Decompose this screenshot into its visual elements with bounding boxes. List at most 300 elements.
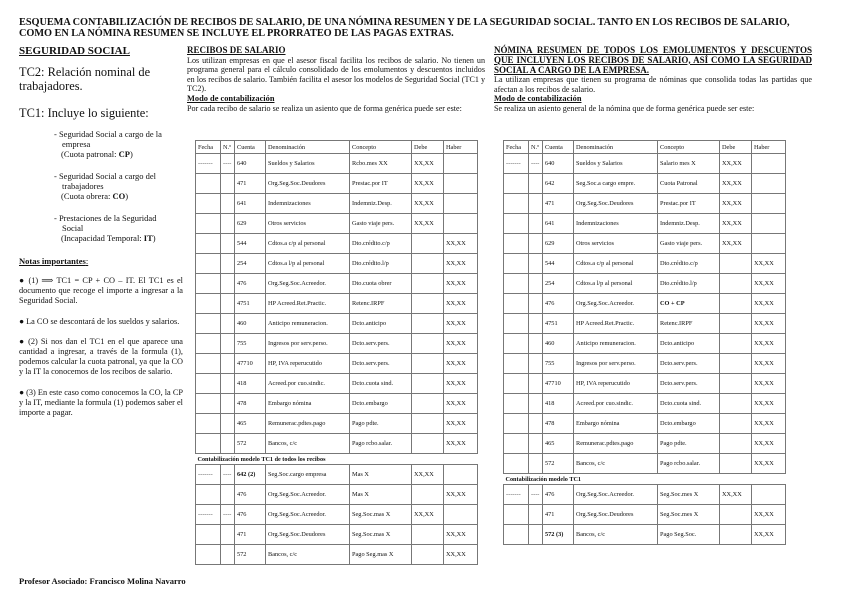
tc2-description: TC2: Relación nominal de trabajadores.: [19, 65, 151, 93]
table-cell: [504, 254, 529, 274]
table-cell: [444, 154, 478, 174]
table-cell: Dcto.embargo: [658, 414, 720, 434]
table-row: [504, 234, 786, 254]
table-cell: 572: [235, 434, 266, 454]
table-row: [196, 414, 478, 434]
table-cell: Remunerac.pdtes.pago: [574, 434, 658, 454]
table-cell: Seg.Soc.cargo empresa: [266, 465, 350, 485]
table-cell: [221, 434, 235, 454]
table-cell: [444, 214, 478, 234]
table-cell: [412, 545, 444, 565]
table-cell: Pago Seg.mas X: [350, 545, 412, 565]
table-cell: Seg.Soc.mas X: [350, 505, 412, 525]
table-cell: ----: [221, 505, 235, 525]
table-cell: 4751: [235, 294, 266, 314]
table-row: [196, 545, 478, 565]
table-cell: Dcto.serv.pers.: [658, 374, 720, 394]
table-cell: XX,XX: [444, 374, 478, 394]
table-cell: Acreed.por cuo.sindic.: [266, 374, 350, 394]
table-cell: Dto.crédito.l/p: [658, 274, 720, 294]
table-cell: 465: [235, 414, 266, 434]
document-title: ESQUEMA CONTABILIZACIÓN DE RECIBOS DE SALARIO, DE UNA NÓMINA RESUMEN Y DE LA SEGURIDAD SOCIAL. TANTO EN LOS RECIBOS DE SALARIO, COMO EN LA NÓMINA RESUMEN SE INCLUYE EL PRORRATEO DE LAS PAGAS EXTRAS.: [19, 17, 790, 39]
table-cell: Dcto.serv.pers.: [350, 354, 412, 374]
table-row: [196, 314, 478, 334]
table-cell: Bancos, c/c: [574, 454, 658, 474]
table-cell: [720, 294, 752, 314]
table-cell: [529, 374, 543, 394]
column-header: N.º: [529, 141, 543, 154]
table-cell: [720, 394, 752, 414]
tc1-component-item: - Seguridad Social a cargo de la empresa (Cuota patronal: CP): [54, 129, 162, 159]
table-row: [196, 274, 478, 294]
table-cell: Dcto.serv.pers.: [350, 334, 412, 354]
table-cell: [221, 174, 235, 194]
table-cell: Cuota Patronal: [658, 174, 720, 194]
table-cell: Pago pdte.: [350, 414, 412, 434]
table-row: [196, 434, 478, 454]
table-cell: XX,XX: [752, 314, 786, 334]
table-cell: XX,XX: [444, 414, 478, 434]
table-cell: [529, 434, 543, 454]
column-header: Fecha: [196, 141, 221, 154]
table-cell: HP Acreed.Ret.Practic.: [574, 314, 658, 334]
table-cell: [221, 334, 235, 354]
table-row: [196, 234, 478, 254]
table-cell: [196, 545, 221, 565]
table-cell: [221, 354, 235, 374]
table-cell: Pago rcbo.salar.: [658, 454, 720, 474]
table-cell: 641: [543, 214, 574, 234]
table-cell: Prestac.por IT: [658, 194, 720, 214]
table-cell: [529, 454, 543, 474]
table-cell: [196, 394, 221, 414]
table-cell: [221, 274, 235, 294]
table-cell: XX,XX: [444, 485, 478, 505]
table-row: [504, 254, 786, 274]
table-row: [504, 394, 786, 414]
table-cell: [196, 354, 221, 374]
table-cell: Org.Seg.Soc.Deudores: [574, 194, 658, 214]
table-cell: Seg.Soc.mas X: [350, 525, 412, 545]
table-cell: Mas X: [350, 485, 412, 505]
table-cell: [221, 294, 235, 314]
table-cell: Cdtos.a c/p al personal: [574, 254, 658, 274]
table-cell: Dto.crédito.l/p: [350, 254, 412, 274]
table-cell: [412, 485, 444, 505]
table-cell: [529, 214, 543, 234]
table-cell: [720, 314, 752, 334]
table-cell: [221, 485, 235, 505]
table-cell: XX,XX: [444, 294, 478, 314]
table-cell: [720, 505, 752, 525]
table-cell: 544: [235, 234, 266, 254]
table-cell: [221, 214, 235, 234]
table-cell: Dto.crédito.c/p: [658, 254, 720, 274]
table-cell: Embargo nómina: [266, 394, 350, 414]
table-cell: 572: [235, 545, 266, 565]
table-cell: [529, 525, 543, 545]
table-cell: [529, 274, 543, 294]
table-cell: 629: [543, 234, 574, 254]
table-cell: 629: [235, 214, 266, 234]
table-cell: [196, 174, 221, 194]
table-row: [196, 214, 478, 234]
table-cell: [221, 254, 235, 274]
column-header: N.º: [221, 141, 235, 154]
table-cell: [720, 434, 752, 454]
table-cell: Salario mes X: [658, 154, 720, 174]
table-cell: HP Acreed.Ret.Practic.: [266, 294, 350, 314]
table-cell: XX,XX: [720, 154, 752, 174]
footer-author: Profesor Asociado: Francisco Molina Navarro: [19, 576, 186, 586]
table-cell: 640: [543, 154, 574, 174]
table-cell: CO + CP: [658, 294, 720, 314]
table-cell: Org.Seg.Soc.Acreedor.: [266, 274, 350, 294]
note-item: ● (3) En este caso como conocemos la CO, la CP y la IT, mediante la formula (1) podemos saber el importe a pagar.: [19, 387, 183, 418]
table-cell: XX,XX: [720, 174, 752, 194]
table-cell: XX,XX: [752, 294, 786, 314]
column-header: Fecha: [504, 141, 529, 154]
table-cell: XX,XX: [752, 274, 786, 294]
nomina-subheading: Modo de contabilización: [494, 94, 582, 104]
table-row: [504, 525, 786, 545]
table-cell: XX,XX: [444, 334, 478, 354]
table-cell: [504, 374, 529, 394]
table-cell: 476: [543, 294, 574, 314]
table-cell: [412, 394, 444, 414]
table-cell: [221, 374, 235, 394]
table-cell: XX,XX: [444, 525, 478, 545]
table-cell: [529, 294, 543, 314]
table-cell: [720, 354, 752, 374]
table-cell: XX,XX: [752, 454, 786, 474]
table-cell: Pago rcbo.salar.: [350, 434, 412, 454]
column-header: Denominación: [574, 141, 658, 154]
table-cell: 476: [235, 505, 266, 525]
table-cell: Bancos, c/c: [266, 545, 350, 565]
table-cell: 465: [543, 434, 574, 454]
table-cell: [412, 434, 444, 454]
table-row: [196, 465, 478, 485]
table-cell: Indemniz.Desp.: [658, 214, 720, 234]
table-cell: [412, 234, 444, 254]
table-cell: XX,XX: [752, 434, 786, 454]
recibos-heading: RECIBOS DE SALARIO: [187, 45, 286, 55]
table-row: [504, 314, 786, 334]
notes-heading: Notas importantes:: [19, 256, 89, 266]
table-cell: [529, 334, 543, 354]
tc1-component-item: - Prestaciones de la Seguridad Social (Incapacidad Temporal: IT): [54, 213, 157, 243]
table-cell: XX,XX: [444, 354, 478, 374]
table-cell: Indemniz.Desp.: [350, 194, 412, 214]
table-cell: Org.Seg.Soc.Acreedor.: [266, 505, 350, 525]
table-cell: Indemnizaciones: [266, 194, 350, 214]
table-cell: [720, 274, 752, 294]
tc1-component-item: - Seguridad Social a cargo del trabajadores (Cuota obrera: CO): [54, 171, 157, 201]
table-cell: 641: [235, 194, 266, 214]
table-cell: [720, 414, 752, 434]
table-cell: [221, 314, 235, 334]
table-cell: XX,XX: [752, 334, 786, 354]
table-cell: [221, 414, 235, 434]
column-header: Denominación: [266, 141, 350, 154]
table-cell: Anticipo remuneracion.: [574, 334, 658, 354]
table-cell: [752, 154, 786, 174]
table-header-row: [504, 141, 786, 154]
table-cell: Embargo nómina: [574, 414, 658, 434]
table-cell: ----: [221, 154, 235, 174]
table-cell: HP, IVA reperucutido: [574, 374, 658, 394]
table-cell: 418: [235, 374, 266, 394]
table-cell: -------: [196, 505, 221, 525]
table-cell: [412, 254, 444, 274]
table-cell: Dcto.anticipo: [350, 314, 412, 334]
table-cell: [196, 254, 221, 274]
table-cell: [529, 354, 543, 374]
table-cell: [221, 525, 235, 545]
table-cell: [504, 294, 529, 314]
table-cell: XX,XX: [412, 174, 444, 194]
table-cell: XX,XX: [720, 234, 752, 254]
table-row: [196, 334, 478, 354]
table-cell: 471: [543, 194, 574, 214]
table-cell: XX,XX: [752, 525, 786, 545]
table-cell: [752, 194, 786, 214]
table-cell: [444, 194, 478, 214]
tc1-section-label-row: [196, 454, 478, 465]
table-cell: Pago Seg.Soc.: [658, 525, 720, 545]
nomina-intro: La utilizan empresas que tienen su programa de nóminas que consolida todas las partidas que afectan a los recibos de salario.: [494, 75, 812, 94]
column-header: Haber: [752, 141, 786, 154]
table-cell: 572: [543, 454, 574, 474]
column-header: Debe: [412, 141, 444, 154]
table-cell: [196, 214, 221, 234]
table-cell: XX,XX: [444, 314, 478, 334]
table-cell: [529, 254, 543, 274]
table-cell: Rcbo.mes XX: [350, 154, 412, 174]
table-cell: [504, 314, 529, 334]
table-cell: Retenc.IRPF: [658, 314, 720, 334]
table-row: [196, 505, 478, 525]
table-cell: Otros servicios: [574, 234, 658, 254]
table-header-row: [196, 141, 478, 154]
table-row: [196, 354, 478, 374]
table-row: [504, 154, 786, 174]
table-cell: [196, 414, 221, 434]
table-cell: Seg.Soc.mes X: [658, 505, 720, 525]
table-cell: [504, 274, 529, 294]
table-cell: XX,XX: [752, 394, 786, 414]
table-row: [504, 214, 786, 234]
table-cell: [221, 234, 235, 254]
table-cell: [529, 394, 543, 414]
recibos-subtext: Por cada recibo de salario se realiza un asiento que de forma genérica puede ser este:: [187, 103, 462, 113]
table-cell: Mas X: [350, 465, 412, 485]
table-row: [196, 394, 478, 414]
table-cell: [196, 374, 221, 394]
table-cell: ----: [221, 465, 235, 485]
table-cell: XX,XX: [412, 154, 444, 174]
table-cell: [196, 234, 221, 254]
table-cell: [444, 174, 478, 194]
table-cell: Otros servicios: [266, 214, 350, 234]
table-cell: [412, 414, 444, 434]
tc1-section-label-row: [504, 474, 786, 485]
table-cell: 642 (2): [235, 465, 266, 485]
table-cell: [444, 465, 478, 485]
table-cell: Org.Seg.Soc.Deudores: [266, 174, 350, 194]
table-cell: XX,XX: [444, 274, 478, 294]
table-cell: Indemnizaciones: [574, 214, 658, 234]
table-row: [504, 454, 786, 474]
table-cell: Org.Seg.Soc.Acreedor.: [574, 485, 658, 505]
table-row: [504, 434, 786, 454]
table-cell: XX,XX: [412, 465, 444, 485]
table-row: [504, 294, 786, 314]
table-cell: 478: [235, 394, 266, 414]
table-row: [196, 254, 478, 274]
note-item: ● (1) ⟹ TC1 = CP + CO – IT. El TC1 es el documento que recoge el importe a ingresar a la Seguridad Social.: [19, 276, 183, 306]
table-cell: [504, 505, 529, 525]
recibos-salario-section: [187, 46, 485, 113]
table-row: [196, 525, 478, 545]
table-cell: [412, 354, 444, 374]
table-cell: [504, 414, 529, 434]
table-cell: [720, 334, 752, 354]
table-cell: Org.Seg.Soc.Deudores: [266, 525, 350, 545]
recibos-accounting-table: [195, 140, 478, 565]
table-cell: [196, 485, 221, 505]
table-cell: [196, 334, 221, 354]
table-cell: 471: [543, 505, 574, 525]
table-cell: [504, 354, 529, 374]
table-cell: [504, 194, 529, 214]
table-cell: HP, IVA reperucutido: [266, 354, 350, 374]
table-cell: Dto.cuota obrer: [350, 274, 412, 294]
table-cell: [504, 454, 529, 474]
column-header: Concepto: [658, 141, 720, 154]
table-cell: 755: [543, 354, 574, 374]
table-cell: 47710: [543, 374, 574, 394]
table-cell: [412, 374, 444, 394]
table-cell: 642: [543, 174, 574, 194]
table-row: [504, 485, 786, 505]
table-cell: [412, 314, 444, 334]
table-row: [504, 274, 786, 294]
table-cell: Pago pdte.: [658, 434, 720, 454]
table-cell: Ingresos por serv.perso.: [266, 334, 350, 354]
table-cell: [752, 234, 786, 254]
table-cell: 4751: [543, 314, 574, 334]
table-cell: 460: [235, 314, 266, 334]
nomina-resumen-section: [494, 46, 812, 114]
table-cell: [412, 274, 444, 294]
note-item: ● (2) Si nos dan el TC1 en el que aparece una cantidad a ingresar, a través de la formula (1), podemos calcular la cuota patronal, ya que la CO y la IT la conocemos de los recibos de salario.: [19, 336, 183, 377]
table-row: [196, 174, 478, 194]
table-cell: XX,XX: [720, 214, 752, 234]
table-cell: XX,XX: [444, 234, 478, 254]
column-header: Haber: [444, 141, 478, 154]
table-cell: [196, 434, 221, 454]
table-cell: XX,XX: [444, 394, 478, 414]
column-header: Concepto: [350, 141, 412, 154]
table-cell: [504, 394, 529, 414]
table-cell: [752, 174, 786, 194]
table-cell: [412, 294, 444, 314]
note-item: ● La CO se descontará de los sueldos y salarios.: [19, 316, 180, 326]
table-cell: Prestac.por IT: [350, 174, 412, 194]
table-cell: 47710: [235, 354, 266, 374]
table-cell: Dcto.cuota sind.: [658, 394, 720, 414]
table-cell: XX,XX: [444, 434, 478, 454]
table-cell: [529, 505, 543, 525]
table-cell: Retenc.IRPF: [350, 294, 412, 314]
table-cell: Ingresos por serv.perso.: [574, 354, 658, 374]
table-cell: [196, 274, 221, 294]
table-cell: Gasto viaje pers.: [350, 214, 412, 234]
recibos-intro: Los utilizan empresas en que el asesor fiscal facilita los recibos de salario. No tienen un programa general para el cálculo consolidado de los emolumentos y descuentos incluidos en los recibos de salario. También facilita el asesor los modelos de Seguridad Social (TC1 y TC2).: [187, 55, 485, 94]
table-cell: [504, 214, 529, 234]
table-cell: 544: [543, 254, 574, 274]
table-row: [504, 414, 786, 434]
table-cell: 572 (3): [543, 525, 574, 545]
table-cell: Org.Seg.Soc.Deudores: [574, 505, 658, 525]
table-cell: XX,XX: [752, 414, 786, 434]
table-cell: XX,XX: [720, 194, 752, 214]
table-cell: XX,XX: [412, 214, 444, 234]
tc1-section-label: Contabilización modelo TC1: [504, 474, 786, 485]
table-cell: [720, 374, 752, 394]
table-cell: Org.Seg.Soc.Acreedor.: [574, 294, 658, 314]
table-cell: XX,XX: [752, 254, 786, 274]
table-cell: XX,XX: [752, 374, 786, 394]
table-cell: Seg.Soc.mes X: [658, 485, 720, 505]
table-cell: [196, 194, 221, 214]
table-row: [196, 294, 478, 314]
tc1-description: TC1: Incluye lo siguiente:: [19, 106, 149, 120]
table-cell: XX,XX: [720, 485, 752, 505]
table-row: [504, 174, 786, 194]
table-cell: [196, 314, 221, 334]
table-cell: [529, 194, 543, 214]
table-cell: 476: [235, 485, 266, 505]
table-row: [196, 485, 478, 505]
table-row: [196, 194, 478, 214]
table-cell: [444, 505, 478, 525]
table-cell: 471: [235, 525, 266, 545]
table-cell: Sueldos y Salarios: [266, 154, 350, 174]
table-cell: ----: [529, 154, 543, 174]
table-cell: Cdtos.a l/p al personal: [574, 274, 658, 294]
table-cell: [221, 394, 235, 414]
table-cell: 460: [543, 334, 574, 354]
table-cell: [504, 434, 529, 454]
table-cell: Dcto.serv.pers.: [658, 354, 720, 374]
table-row: [504, 194, 786, 214]
table-cell: 471: [235, 174, 266, 194]
table-cell: XX,XX: [412, 505, 444, 525]
table-row: [196, 374, 478, 394]
table-cell: Bancos, c/c: [574, 525, 658, 545]
column-header: Cuenta: [543, 141, 574, 154]
table-cell: 418: [543, 394, 574, 414]
table-cell: Gasto viaje pers.: [658, 234, 720, 254]
table-cell: [720, 254, 752, 274]
table-cell: ----: [529, 485, 543, 505]
table-cell: [529, 314, 543, 334]
table-cell: Org.Seg.Soc.Acreedor.: [266, 485, 350, 505]
table-cell: [529, 414, 543, 434]
